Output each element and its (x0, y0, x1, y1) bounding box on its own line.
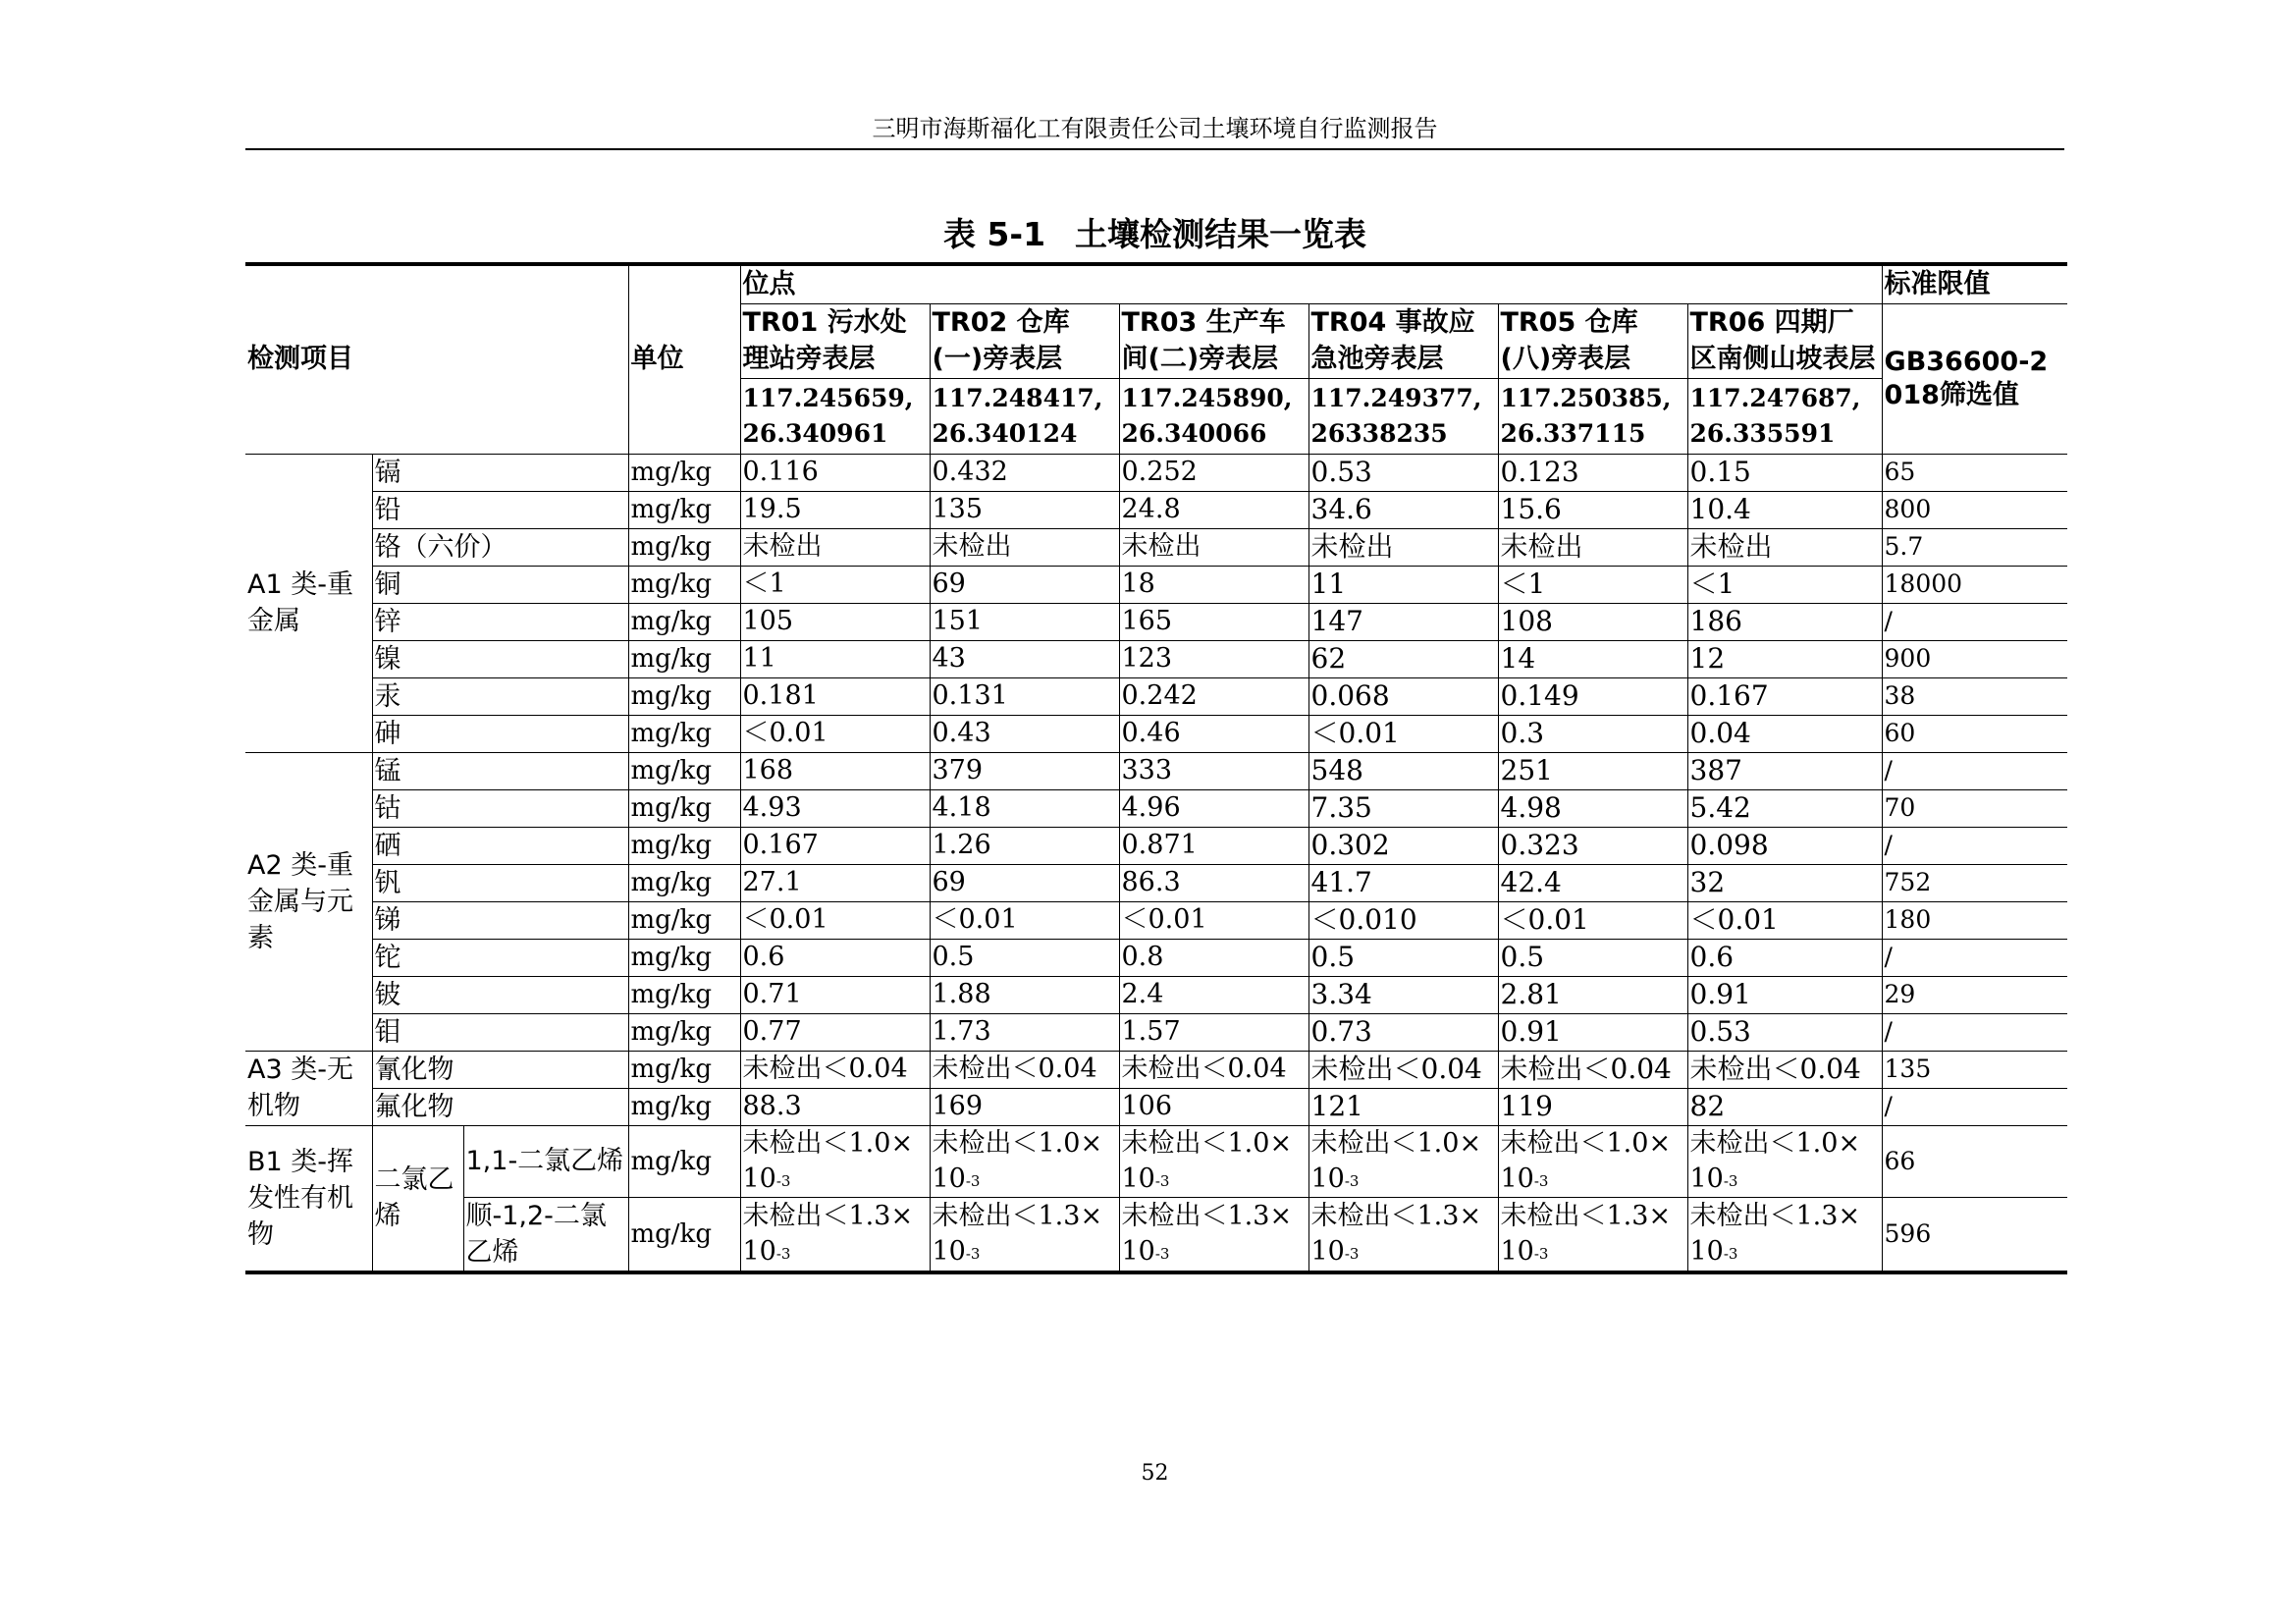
result-value: 11 (1308, 566, 1498, 603)
result-value: 186 (1687, 603, 1882, 640)
result-cell (930, 1197, 1119, 1272)
table-row (245, 603, 2067, 640)
result-value: 0.181 (740, 677, 930, 715)
result-exponent-base: 10 (1500, 1163, 1534, 1194)
group-a3-inorganics: A3 类-无机物 (245, 1051, 372, 1125)
result-value: 0.5 (1498, 939, 1687, 976)
result-value: 82 (1687, 1088, 1882, 1125)
result-value: 333 (1119, 752, 1308, 789)
item-name: 钒 (372, 864, 628, 901)
table-row (245, 677, 2067, 715)
result-value: 15.6 (1498, 491, 1687, 528)
result-value: 0.871 (1119, 827, 1308, 864)
limit-value: 65 (1882, 454, 2067, 491)
soil-results-table (245, 262, 2067, 1274)
item-name: 氰化物 (372, 1051, 628, 1088)
header-limit-standard: GB36600-2018筛选值 (1882, 303, 2067, 454)
item-name: 铍 (372, 976, 628, 1013)
limit-value: 800 (1882, 491, 2067, 528)
limit-value: 752 (1882, 864, 2067, 901)
result-value: 未检出＜1.3× (742, 1200, 914, 1231)
item-name: 锰 (372, 752, 628, 789)
item-name: 锌 (372, 603, 628, 640)
result-value: 未检出＜0.04 (740, 1051, 930, 1088)
table-row (245, 1051, 2067, 1088)
result-value: 0.43 (930, 715, 1119, 752)
table-row (245, 1197, 2067, 1272)
site-coordinates: 117.245890, 26.340066 (1119, 378, 1308, 454)
result-value: 未检出＜1.3× (1689, 1200, 1861, 1231)
result-cell (740, 1197, 930, 1272)
result-value: 1.26 (930, 827, 1119, 864)
result-exponent-power: -3 (1723, 1171, 1738, 1190)
table-row (245, 528, 2067, 566)
result-value: 0.3 (1498, 715, 1687, 752)
limit-value: / (1882, 603, 2067, 640)
table-row (245, 566, 2067, 603)
result-value: 0.5 (1308, 939, 1498, 976)
result-value: 0.91 (1687, 976, 1882, 1013)
header-item: 检测项目 (245, 264, 628, 454)
result-exponent-power: -3 (1533, 1171, 1549, 1190)
result-value: 0.123 (1498, 454, 1687, 491)
result-value: 0.167 (1687, 677, 1882, 715)
limit-value: / (1882, 1013, 2067, 1051)
result-value: 未检出 (1308, 528, 1498, 566)
table-row (245, 1013, 2067, 1051)
limit-value: 60 (1882, 715, 2067, 752)
table-row (245, 491, 2067, 528)
result-value: 0.302 (1308, 827, 1498, 864)
result-value: 62 (1308, 640, 1498, 677)
site-coordinates: 117.249377, 26338235 (1308, 378, 1498, 454)
result-exponent-base: 10 (742, 1163, 776, 1194)
result-value: 0.167 (740, 827, 930, 864)
result-value: 4.96 (1119, 789, 1308, 827)
result-value: 14 (1498, 640, 1687, 677)
result-value: ＜0.010 (1308, 901, 1498, 939)
limit-value: 135 (1882, 1051, 2067, 1088)
item-unit: mg/kg (628, 1013, 740, 1051)
result-exponent-power: -3 (1154, 1244, 1170, 1263)
item-name: 氟化物 (372, 1088, 628, 1125)
result-exponent-power: -3 (1154, 1171, 1170, 1190)
limit-value: 66 (1882, 1125, 2067, 1197)
result-exponent-power: -3 (965, 1171, 981, 1190)
result-exponent-base: 10 (1689, 1163, 1724, 1194)
result-exponent-base: 10 (742, 1235, 776, 1267)
item-name: 汞 (372, 677, 628, 715)
result-value: 未检出 (1119, 528, 1308, 566)
result-value: 0.131 (930, 677, 1119, 715)
result-value: 147 (1308, 603, 1498, 640)
table-row (245, 454, 2067, 491)
result-value: 32 (1687, 864, 1882, 901)
result-value: 0.77 (740, 1013, 930, 1051)
result-value: 未检出 (740, 528, 930, 566)
result-cell (1308, 1197, 1498, 1272)
item-name: 镉 (372, 454, 628, 491)
result-exponent-power: -3 (775, 1244, 791, 1263)
item-name: 铜 (372, 566, 628, 603)
result-exponent-power: -3 (1344, 1171, 1360, 1190)
result-value: 119 (1498, 1088, 1687, 1125)
item-name: 砷 (372, 715, 628, 752)
site-coordinates: 117.250385, 26.337115 (1498, 378, 1687, 454)
item-name: 1,1-二氯乙烯 (463, 1125, 628, 1197)
result-cell (740, 1125, 930, 1197)
result-value: 0.323 (1498, 827, 1687, 864)
item-unit: mg/kg (628, 1197, 740, 1272)
item-unit: mg/kg (628, 1125, 740, 1197)
result-value: 168 (740, 752, 930, 789)
result-value: ＜0.01 (930, 901, 1119, 939)
result-cell (930, 1125, 1119, 1197)
result-value: ＜1 (740, 566, 930, 603)
result-value: 0.04 (1687, 715, 1882, 752)
result-cell (1119, 1125, 1308, 1197)
item-name: 铬（六价） (372, 528, 628, 566)
item-name: 镍 (372, 640, 628, 677)
result-value: 未检出 (930, 528, 1119, 566)
result-value: 86.3 (1119, 864, 1308, 901)
group-b1-subgroup: 二氯乙烯 (372, 1125, 463, 1272)
group-a1-heavy-metals: A1 类-重金属 (245, 454, 372, 752)
result-cell (1119, 1197, 1308, 1272)
result-value: ＜0.01 (1687, 901, 1882, 939)
result-value: 2.4 (1119, 976, 1308, 1013)
result-value: 未检出＜0.04 (1687, 1051, 1882, 1088)
result-cell (1687, 1197, 1882, 1272)
result-value: 0.73 (1308, 1013, 1498, 1051)
site-name: TR02 仓库(一)旁表层 (930, 303, 1119, 378)
limit-value: 38 (1882, 677, 2067, 715)
limit-value: 29 (1882, 976, 2067, 1013)
item-unit: mg/kg (628, 528, 740, 566)
result-value: 未检出 (1687, 528, 1882, 566)
result-value: 151 (930, 603, 1119, 640)
result-value: 121 (1308, 1088, 1498, 1125)
header-divider (245, 148, 2064, 150)
result-value: 27.1 (740, 864, 930, 901)
limit-value: 5.7 (1882, 528, 2067, 566)
result-value: 251 (1498, 752, 1687, 789)
header-unit: 单位 (628, 264, 740, 454)
table-row (245, 1125, 2067, 1197)
result-value: 41.7 (1308, 864, 1498, 901)
limit-value: / (1882, 939, 2067, 976)
result-value: 未检出＜1.0× (1689, 1127, 1861, 1159)
header-site: 位点 (740, 264, 1882, 303)
table-row (245, 640, 2067, 677)
site-coordinates: 117.248417, 26.340124 (930, 378, 1119, 454)
result-value: 19.5 (740, 491, 930, 528)
result-cell (1498, 1125, 1687, 1197)
result-value: 未检出 (1498, 528, 1687, 566)
site-name: TR03 生产车间(二)旁表层 (1119, 303, 1308, 378)
item-unit: mg/kg (628, 864, 740, 901)
result-value: 未检出＜1.0× (1121, 1127, 1293, 1159)
item-unit: mg/kg (628, 603, 740, 640)
limit-value: / (1882, 1088, 2067, 1125)
item-unit: mg/kg (628, 1051, 740, 1088)
item-unit: mg/kg (628, 752, 740, 789)
table-title-text: 土壤检测结果一览表 (1075, 215, 1367, 253)
table-row (245, 864, 2067, 901)
table-row (245, 1088, 2067, 1125)
limit-value: 70 (1882, 789, 2067, 827)
result-value: 4.93 (740, 789, 930, 827)
result-exponent-base: 10 (1689, 1235, 1724, 1267)
result-value: ＜0.01 (1119, 901, 1308, 939)
limit-value: 596 (1882, 1197, 2067, 1272)
result-value: 0.116 (740, 454, 930, 491)
result-value: 未检出＜0.04 (1308, 1051, 1498, 1088)
result-exponent-power: -3 (775, 1171, 791, 1190)
item-unit: mg/kg (628, 901, 740, 939)
site-name: TR05 仓库(八)旁表层 (1498, 303, 1687, 378)
result-value: 548 (1308, 752, 1498, 789)
result-exponent-base: 10 (932, 1163, 966, 1194)
item-unit: mg/kg (628, 677, 740, 715)
result-value: ＜0.01 (740, 901, 930, 939)
result-value: 0.098 (1687, 827, 1882, 864)
site-name: TR04 事故应急池旁表层 (1308, 303, 1498, 378)
item-name: 钼 (372, 1013, 628, 1051)
item-name: 锑 (372, 901, 628, 939)
result-value: 12 (1687, 640, 1882, 677)
result-value: 3.34 (1308, 976, 1498, 1013)
table-row (245, 827, 2067, 864)
result-cell (1308, 1125, 1498, 1197)
result-value: 未检出＜0.04 (1119, 1051, 1308, 1088)
site-name: TR06 四期厂区南侧山坡表层 (1687, 303, 1882, 378)
result-value: 0.53 (1687, 1013, 1882, 1051)
result-value: 123 (1119, 640, 1308, 677)
result-value: 105 (740, 603, 930, 640)
result-value: 135 (930, 491, 1119, 528)
item-name: 顺-1,2-二氯乙烯 (463, 1197, 628, 1272)
result-value: ＜1 (1498, 566, 1687, 603)
table-title (245, 215, 2064, 254)
result-value: 0.6 (740, 939, 930, 976)
result-value: 169 (930, 1088, 1119, 1125)
result-value: 108 (1498, 603, 1687, 640)
result-value: 未检出＜1.3× (1310, 1200, 1482, 1231)
result-value: 10.4 (1687, 491, 1882, 528)
result-value: 18 (1119, 566, 1308, 603)
limit-value: / (1882, 752, 2067, 789)
result-value: 2.81 (1498, 976, 1687, 1013)
item-unit: mg/kg (628, 976, 740, 1013)
result-value: 1.57 (1119, 1013, 1308, 1051)
result-value: 165 (1119, 603, 1308, 640)
page-number: 52 (1141, 1461, 1169, 1486)
result-value: 0.149 (1498, 677, 1687, 715)
result-value: 未检出＜1.0× (932, 1127, 1103, 1159)
result-cell (1687, 1125, 1882, 1197)
site-coordinates: 117.247687, 26.335591 (1687, 378, 1882, 454)
table-number: 表 5-1 (942, 215, 1046, 253)
table-row (245, 752, 2067, 789)
header-limit: 标准限值 (1882, 264, 2067, 303)
result-exponent-base: 10 (1310, 1163, 1345, 1194)
result-value: 43 (930, 640, 1119, 677)
result-value: 1.73 (930, 1013, 1119, 1051)
result-value: 69 (930, 864, 1119, 901)
result-value: ＜0.01 (1498, 901, 1687, 939)
result-value: 88.3 (740, 1088, 930, 1125)
item-unit: mg/kg (628, 715, 740, 752)
table-row (245, 789, 2067, 827)
result-value: 1.88 (930, 976, 1119, 1013)
result-value: 0.6 (1687, 939, 1882, 976)
result-cell (1498, 1197, 1687, 1272)
result-value: 0.91 (1498, 1013, 1687, 1051)
result-exponent-base: 10 (1310, 1235, 1345, 1267)
item-unit: mg/kg (628, 566, 740, 603)
result-value: 5.42 (1687, 789, 1882, 827)
item-unit: mg/kg (628, 454, 740, 491)
result-value: 387 (1687, 752, 1882, 789)
result-value: ＜0.01 (740, 715, 930, 752)
limit-value: / (1882, 827, 2067, 864)
item-unit: mg/kg (628, 827, 740, 864)
result-value: 0.15 (1687, 454, 1882, 491)
result-value: 未检出＜1.0× (1310, 1127, 1482, 1159)
table-row (245, 939, 2067, 976)
page-header: 三明市海斯福化工有限责任公司土壤环境自行监测报告 (872, 115, 1438, 142)
result-value: 0.5 (930, 939, 1119, 976)
result-exponent-power: -3 (965, 1244, 981, 1263)
result-exponent-base: 10 (1121, 1163, 1155, 1194)
table-row (245, 715, 2067, 752)
item-name: 硒 (372, 827, 628, 864)
result-exponent-power: -3 (1723, 1244, 1738, 1263)
result-value: 0.46 (1119, 715, 1308, 752)
item-name: 钴 (372, 789, 628, 827)
site-coordinates: 117.245659, 26.340961 (740, 378, 930, 454)
item-unit: mg/kg (628, 939, 740, 976)
result-value: 未检出＜0.04 (930, 1051, 1119, 1088)
result-value: 4.18 (930, 789, 1119, 827)
limit-value: 900 (1882, 640, 2067, 677)
result-value: 0.71 (740, 976, 930, 1013)
result-value: 0.53 (1308, 454, 1498, 491)
result-value: 未检出＜1.3× (1121, 1200, 1293, 1231)
result-value: 7.35 (1308, 789, 1498, 827)
table-row (245, 976, 2067, 1013)
result-value: 106 (1119, 1088, 1308, 1125)
item-name: 铊 (372, 939, 628, 976)
result-value: 0.252 (1119, 454, 1308, 491)
result-value: 0.8 (1119, 939, 1308, 976)
item-name: 铅 (372, 491, 628, 528)
result-value: 42.4 (1498, 864, 1687, 901)
result-value: 未检出＜1.0× (1500, 1127, 1672, 1159)
item-unit: mg/kg (628, 640, 740, 677)
result-exponent-base: 10 (1121, 1235, 1155, 1267)
result-value: 未检出＜1.3× (932, 1200, 1103, 1231)
result-value: 34.6 (1308, 491, 1498, 528)
result-exponent-power: -3 (1533, 1244, 1549, 1263)
limit-value: 180 (1882, 901, 2067, 939)
limit-value: 18000 (1882, 566, 2067, 603)
result-exponent-base: 10 (932, 1235, 966, 1267)
group-a2-metals-elements: A2 类-重金属与元素 (245, 752, 372, 1051)
result-value: 0.432 (930, 454, 1119, 491)
result-value: 未检出＜1.0× (742, 1127, 914, 1159)
result-value: 未检出＜0.04 (1498, 1051, 1687, 1088)
item-unit: mg/kg (628, 789, 740, 827)
result-value: 379 (930, 752, 1119, 789)
result-exponent-base: 10 (1500, 1235, 1534, 1267)
result-value: 0.068 (1308, 677, 1498, 715)
item-unit: mg/kg (628, 1088, 740, 1125)
group-b1-volatile-organics: B1 类-挥发性有机物 (245, 1125, 372, 1272)
result-value: 69 (930, 566, 1119, 603)
result-value: 未检出＜1.3× (1500, 1200, 1672, 1231)
result-value: 4.98 (1498, 789, 1687, 827)
result-exponent-power: -3 (1344, 1244, 1360, 1263)
result-value: 11 (740, 640, 930, 677)
result-value: 0.242 (1119, 677, 1308, 715)
result-value: ＜0.01 (1308, 715, 1498, 752)
item-unit: mg/kg (628, 491, 740, 528)
site-name: TR01 污水处理站旁表层 (740, 303, 930, 378)
result-value: 24.8 (1119, 491, 1308, 528)
table-row (245, 901, 2067, 939)
result-value: ＜1 (1687, 566, 1882, 603)
